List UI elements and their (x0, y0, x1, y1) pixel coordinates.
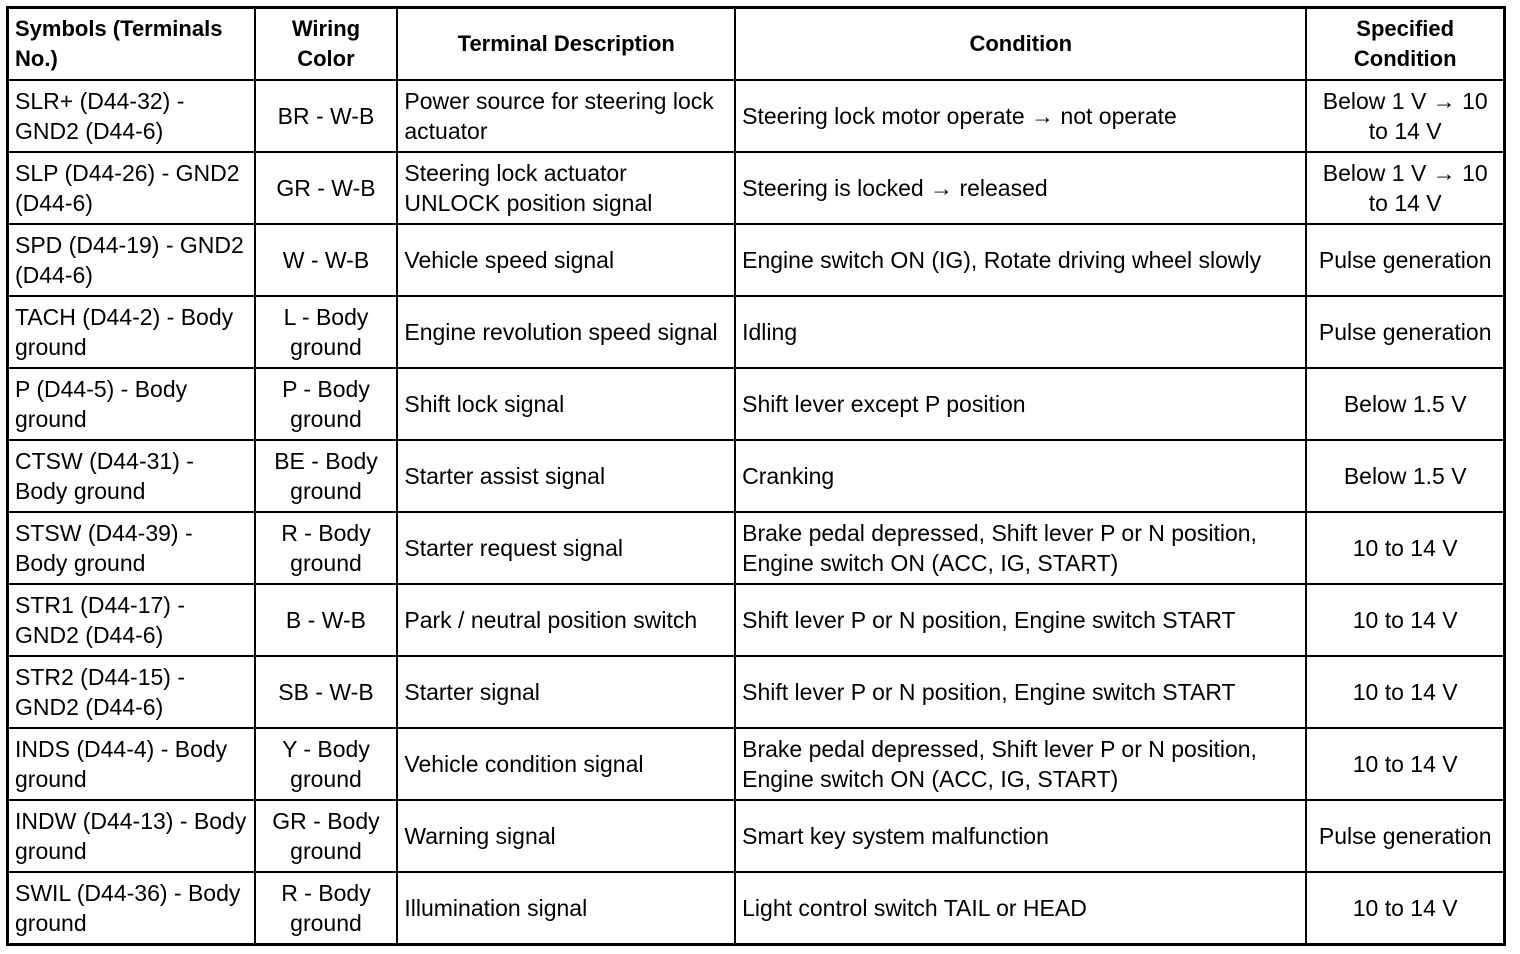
cell-description: Park / neutral position switch (397, 584, 735, 656)
cell-description: Power source for steering lock actuator (397, 80, 735, 152)
cell-specified-condition: 10 to 14 V (1306, 512, 1504, 584)
cell-symbol: SLP (D44-26) - GND2 (D44-6) (8, 152, 255, 224)
table-row (8, 224, 1505, 296)
cell-specified-condition: Below 1 V → 10 to 14 V (1306, 80, 1504, 152)
table-header (8, 8, 1505, 81)
header-wiring-color: Wiring Color (255, 8, 398, 81)
cell-symbol: STSW (D44-39) - Body ground (8, 512, 255, 584)
cell-specified-condition: 10 to 14 V (1306, 656, 1504, 728)
cell-wiring-color: GR - W-B (255, 152, 398, 224)
cell-description: Starter signal (397, 656, 735, 728)
cell-description: Illumination signal (397, 872, 735, 945)
cell-condition: Idling (735, 296, 1306, 368)
cell-description: Starter assist signal (397, 440, 735, 512)
cell-condition: Brake pedal depressed, Shift lever P or N position, Engine switch ON (ACC, IG, START) (735, 512, 1306, 584)
cell-symbol: SPD (D44-19) - GND2 (D44-6) (8, 224, 255, 296)
cell-specified-condition: Pulse generation (1306, 800, 1504, 872)
table-row (8, 728, 1505, 800)
cell-symbol: INDS (D44-4) - Body ground (8, 728, 255, 800)
table-row (8, 656, 1505, 728)
cell-condition: Shift lever P or N position, Engine switch START (735, 656, 1306, 728)
cell-condition: Shift lever except P position (735, 368, 1306, 440)
cell-symbol: SLR+ (D44-32) - GND2 (D44-6) (8, 80, 255, 152)
cell-specified-condition: Below 1.5 V (1306, 368, 1504, 440)
header-terminal-description: Terminal Description (397, 8, 735, 81)
cell-wiring-color: R - Body ground (255, 512, 398, 584)
cell-specified-condition: Pulse generation (1306, 224, 1504, 296)
cell-symbol: P (D44-5) - Body ground (8, 368, 255, 440)
cell-description: Vehicle condition signal (397, 728, 735, 800)
table-row (8, 368, 1505, 440)
cell-wiring-color: W - W-B (255, 224, 398, 296)
cell-description: Warning signal (397, 800, 735, 872)
cell-description: Starter request signal (397, 512, 735, 584)
cell-specified-condition: Below 1.5 V (1306, 440, 1504, 512)
cell-description: Shift lock signal (397, 368, 735, 440)
cell-specified-condition: Pulse generation (1306, 296, 1504, 368)
cell-specified-condition: Below 1 V → 10 to 14 V (1306, 152, 1504, 224)
cell-wiring-color: BR - W-B (255, 80, 398, 152)
terminal-inspection-table (6, 6, 1506, 946)
header-condition: Condition (735, 8, 1306, 81)
cell-symbol: STR1 (D44-17) - GND2 (D44-6) (8, 584, 255, 656)
cell-description: Steering lock actuator UNLOCK position signal (397, 152, 735, 224)
cell-wiring-color: P - Body ground (255, 368, 398, 440)
header-row (8, 8, 1505, 81)
cell-wiring-color: L - Body ground (255, 296, 398, 368)
cell-wiring-color: B - W-B (255, 584, 398, 656)
table-row (8, 584, 1505, 656)
table-row (8, 296, 1505, 368)
cell-condition: Smart key system malfunction (735, 800, 1306, 872)
table-row (8, 512, 1505, 584)
cell-symbol: TACH (D44-2) - Body ground (8, 296, 255, 368)
table-row (8, 152, 1505, 224)
cell-condition: Engine switch ON (IG), Rotate driving wheel slowly (735, 224, 1306, 296)
cell-condition: Steering is locked → released (735, 152, 1306, 224)
header-symbols: Symbols (Terminals No.) (8, 8, 255, 81)
cell-wiring-color: BE - Body ground (255, 440, 398, 512)
cell-specified-condition: 10 to 14 V (1306, 728, 1504, 800)
table-row (8, 872, 1505, 945)
cell-symbol: STR2 (D44-15) - GND2 (D44-6) (8, 656, 255, 728)
cell-condition: Brake pedal depressed, Shift lever P or N position, Engine switch ON (ACC, IG, START) (735, 728, 1306, 800)
cell-wiring-color: R - Body ground (255, 872, 398, 945)
cell-condition: Steering lock motor operate → not operate (735, 80, 1306, 152)
cell-specified-condition: 10 to 14 V (1306, 872, 1504, 945)
cell-specified-condition: 10 to 14 V (1306, 584, 1504, 656)
cell-condition: Shift lever P or N position, Engine switch START (735, 584, 1306, 656)
table-row (8, 440, 1505, 512)
cell-description: Engine revolution speed signal (397, 296, 735, 368)
cell-wiring-color: GR - Body ground (255, 800, 398, 872)
header-specified-condition: Specified Condition (1306, 8, 1504, 81)
cell-wiring-color: Y - Body ground (255, 728, 398, 800)
cell-symbol: INDW (D44-13) - Body ground (8, 800, 255, 872)
cell-wiring-color: SB - W-B (255, 656, 398, 728)
cell-symbol: SWIL (D44-36) - Body ground (8, 872, 255, 945)
cell-description: Vehicle speed signal (397, 224, 735, 296)
table-row (8, 800, 1505, 872)
cell-condition: Light control switch TAIL or HEAD (735, 872, 1306, 945)
cell-condition: Cranking (735, 440, 1306, 512)
table-row (8, 80, 1505, 152)
cell-symbol: CTSW (D44-31) - Body ground (8, 440, 255, 512)
table-body (8, 80, 1505, 945)
